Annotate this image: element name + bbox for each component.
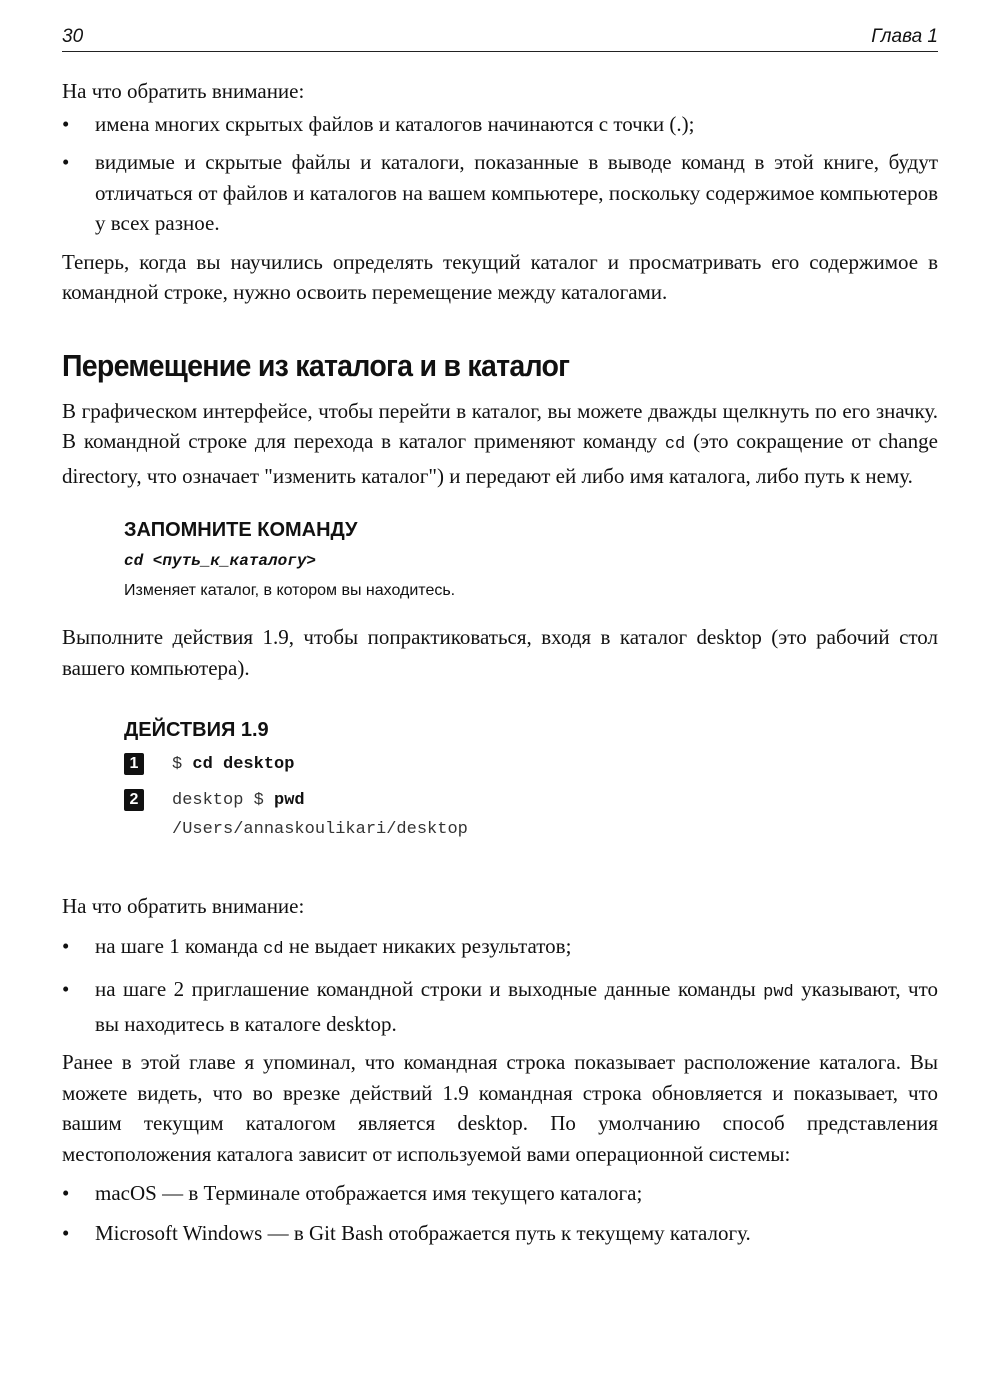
paragraph-earlier: Ранее в этой главе я упоминал, что командная строка показывает расположение каталога. Вы можете видеть, что во врезке действий 1.9 командная строка обновляется и показывает, что вашим текущим каталогом является desktop. По умолчанию способ представления местоположения каталога зависит от используемой вами операционной системы: [62,1050,938,1166]
list-item: • macOS — в Терминале отображается имя текущего каталога; [62,1178,938,1209]
remember-box-title: ЗАПОМНИТЕ КОМАНДУ [124,519,358,541]
paragraph-practice: Выполните действия 1.9, чтобы попрактиковаться, входя в каталог desktop (это рабочий стол вашего компьютера). [62,625,938,680]
page-number: 30 [62,26,84,47]
list-item: • видимые и скрытые файлы и каталоги, показанные в выводе команд в этой книге, будут отличаться от файлов и каталогов на вашем компьютере, поскольку содержимое компьютеров у всех разное. [62,147,938,239]
shell-prompt: $ [172,754,193,774]
inline-code-cd: cd [664,435,686,454]
remember-box-description: Изменяет каталог, в котором вы находитесь. [124,582,456,599]
list-item [62,931,938,966]
remember-command-box [124,519,938,600]
shell-command: pwd [274,790,305,810]
step-number-badge: 1 [124,753,144,775]
intro-note-lead: На что обратить внимание: [62,79,305,103]
list-item: • имена многих скрытых файлов и каталогов начинаются с точки (.); [62,109,938,140]
text-run: не выдает никаких результатов; [283,933,572,958]
step-command-line [172,755,294,774]
text-run: на шаге 1 команда [95,933,264,958]
second-note-list [62,931,938,1040]
shell-command: cd desktop [192,754,295,774]
action-step-1 [124,748,938,780]
text-run: указывают, что вы находитесь в каталоге desktop. [95,977,938,1036]
os-list [62,1178,938,1248]
second-note-lead: На что обратить внимание: [62,894,305,918]
actions-box [124,719,938,839]
intro-note-list [62,109,938,239]
text-run: на шаге 2 приглашение командной строки и выходные данные команды [95,977,764,1001]
section-title: Перемещение из каталога и в каталог [62,347,570,383]
inline-code-pwd: pwd [763,983,794,1002]
list-item [62,974,938,1039]
step-command-line [172,791,305,810]
paragraph-transition: Теперь, когда вы научились определять текущий каталог и просматривать его содержимое в командной строке, нужно освоить перемещение между каталогами. [62,249,938,304]
text-run: В графическом интерфейсе, чтобы перейти в каталог, вы можете дважды щелкнуть по его значку. В командной строке для перехода в каталог применяют команду [62,398,938,453]
command-output: /Users/annaskoulikari/desktop [172,820,468,839]
chapter-label: Глава 1 [871,26,938,47]
list-item: • Microsoft Windows — в Git Bash отображается путь к текущему каталогу. [62,1218,938,1249]
step-number-badge: 2 [124,789,144,811]
remember-box-command: cd <путь_к_каталогу> [124,552,317,570]
inline-code-cd: cd [263,939,284,959]
shell-prompt: desktop $ [172,790,275,810]
book-page [62,26,938,1248]
page-header [62,26,938,52]
text-run: (это сокращение от change directory, что означает "изменить каталог") и передают ей либо имя каталога, либо путь к нему. [62,429,939,488]
actions-box-title: ДЕЙСТВИЯ 1.9 [124,719,269,741]
action-step-2 [124,784,938,816]
section-paragraph [62,396,938,492]
